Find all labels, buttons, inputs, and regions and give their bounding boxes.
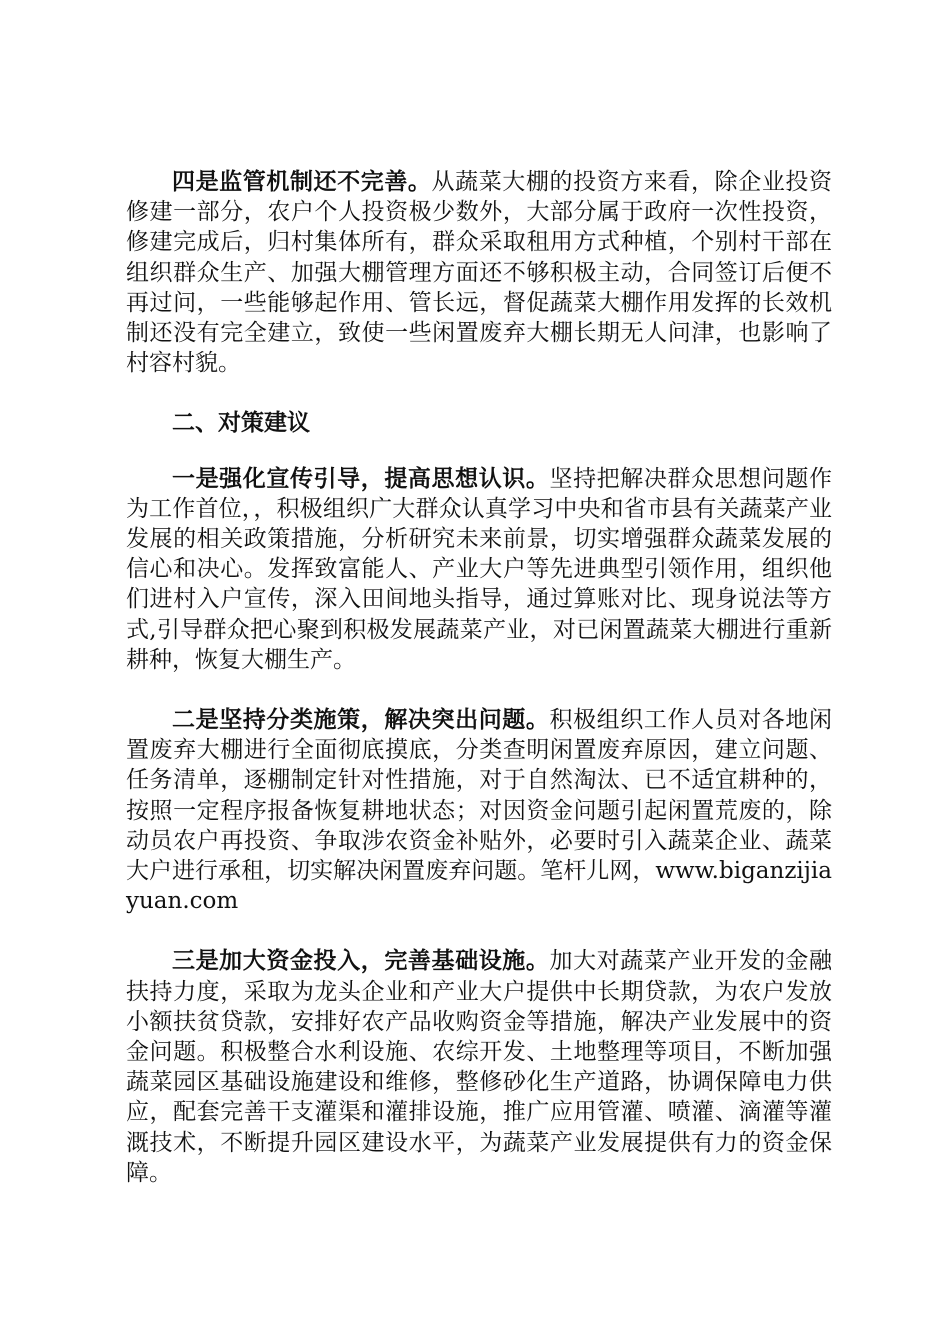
paragraph-funding xyxy=(126,946,832,1188)
paragraph-body: 坚持把解决群众思想问题作为工作首位，，积极组织广大群众认真学习中央和省市县有关蔬菜产业发展的相关政策措施，分析研究未来前景，切实增强群众蔬菜发展的信心和决心。发挥致富能人、产业大户等先进典型引领作用，组织他们进村入户宣传，深入田间地头指导，通过算账对比、现身说法等方式,引导群众把心聚到积极发展蔬菜产业，对已闲置蔬菜大棚进行重新耕种，恢复大棚生产。 xyxy=(126,465,833,673)
paragraph-publicity xyxy=(126,464,832,675)
paragraph-classification xyxy=(126,705,832,916)
paragraph-supervision xyxy=(126,167,832,378)
paragraph-body: 从蔬菜大棚的投资方来看，除企业投资修建一部分，农户个人投资极少数外，大部分属于政府一次性投资，修建完成后，归村集体所有，群众采取租用方式种植，个别村干部在组织群众生产、加强大棚管理方面还不够积极主动，合同签订后便不再过问，一些能够起作用、管长远，督促蔬菜大棚作用发挥的长效机制还没有完全建立，致使一些闲置废弃大棚长期无人问津，也影响了村容村貌。 xyxy=(126,169,833,377)
document-page xyxy=(126,167,832,1188)
section-heading: 二、对策建议 xyxy=(172,409,310,437)
paragraph-lead: 一是强化宣传引导，提高思想认识。 xyxy=(172,464,550,492)
paragraph-body: 积极组织工作人员对各地闲置废弃大棚进行全面彻底摸底，分类查明闲置废弃原因，建立问题、任务清单，逐棚制定针对性措施，对于自然淘汰、已不适宜耕种的，按照一定程序报备恢复耕地状态；对因资金问题引起闲置荒废的，除动员农户再投资、争取涉农资金补贴外，必要时引入蔬菜企业、蔬菜大户进行承租，切实解决闲置废弃问题。笔杆儿网，www.biganzijiayuan.com xyxy=(126,707,833,915)
paragraph-lead: 三是加大资金投入，完善基础设施。 xyxy=(172,947,550,975)
paragraph-lead: 二是坚持分类施策，解决突出问题。 xyxy=(172,706,550,734)
paragraph-lead: 四是监管机制还不完善。 xyxy=(172,168,432,195)
paragraph-body: 加大对蔬菜产业开发的金融扶持力度，采取为龙头企业和产业大户提供中长期贷款，为农户发放小额扶贫贷款，安排好农产品收购资金等措施，解决产业发展中的资金问题。积极整合水利设施、农综开发、土地整理等项目，不断加强蔬菜园区基础设施建设和维修，整修砂化生产道路，协调保障电力供应，配套完善干支灌渠和灌排设施，推广应用管灌、喷灌、滴灌等灌溉技术，不断提升园区建设水平，为蔬菜产业发展提供有力的资金保障。 xyxy=(126,948,833,1186)
